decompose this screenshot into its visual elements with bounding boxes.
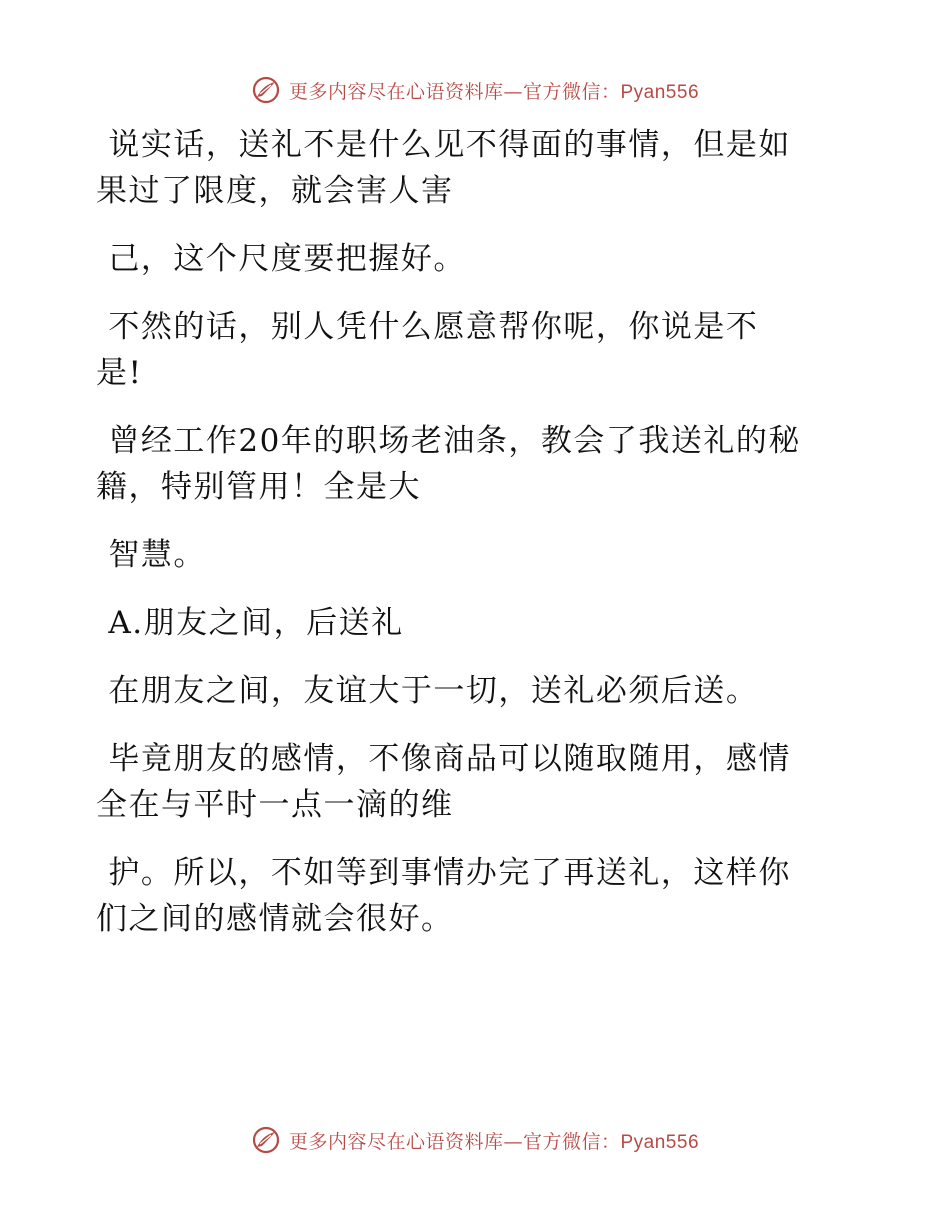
brush-logo-icon	[251, 1125, 281, 1155]
paragraph-line: 全在与平时一点一滴的维	[96, 787, 454, 823]
paragraph-line: 籍，特别管用！全是大	[96, 469, 421, 505]
paragraph	[96, 532, 836, 578]
paragraph-line: 毕竟朋友的感情，不像商品可以随取随用，感情	[108, 741, 791, 777]
paragraph	[96, 736, 836, 828]
footer-wechat-id: Pyan556	[620, 1131, 700, 1153]
brush-logo-icon	[251, 75, 281, 105]
header-banner-text: 更多内容尽在心语资料库—官方微信：Pyan556	[288, 80, 700, 103]
paragraph-line: 果过了限度，就会害人害	[96, 173, 454, 209]
header-wechat-id: Pyan556	[620, 81, 700, 103]
paragraph-line: 智慧。	[108, 537, 206, 573]
paragraph	[96, 418, 836, 510]
paragraph-line: 说实话，送礼不是什么见不得面的事情，但是如	[108, 127, 791, 163]
paragraph-line: 己，这个尺度要把握好。	[108, 241, 466, 277]
document-body	[96, 122, 836, 964]
paragraph-line: 是!	[96, 355, 143, 391]
paragraph	[96, 236, 836, 282]
footer-banner-text: 更多内容尽在心语资料库—官方微信：Pyan556	[288, 1130, 700, 1153]
section-heading	[96, 600, 836, 646]
paragraph-line: A.朋友之间，后送礼	[108, 605, 404, 641]
paragraph-line: 不然的话，别人凭什么愿意帮你呢，你说是不	[108, 309, 759, 345]
paragraph	[96, 122, 836, 214]
paragraph-line: 在朋友之间，友谊大于一切，送礼必须后送。	[108, 673, 759, 709]
header-banner	[0, 70, 950, 110]
paragraph-line: 曾经工作20年的职场老油条，教会了我送礼的秘	[108, 423, 801, 459]
paragraph-line: 们之间的感情就会很好。	[96, 901, 454, 937]
footer-banner	[0, 1120, 950, 1160]
paragraph	[96, 304, 836, 396]
paragraph	[96, 668, 836, 714]
paragraph-line: 护。所以，不如等到事情办完了再送礼，这样你	[108, 855, 791, 891]
paragraph	[96, 850, 836, 942]
